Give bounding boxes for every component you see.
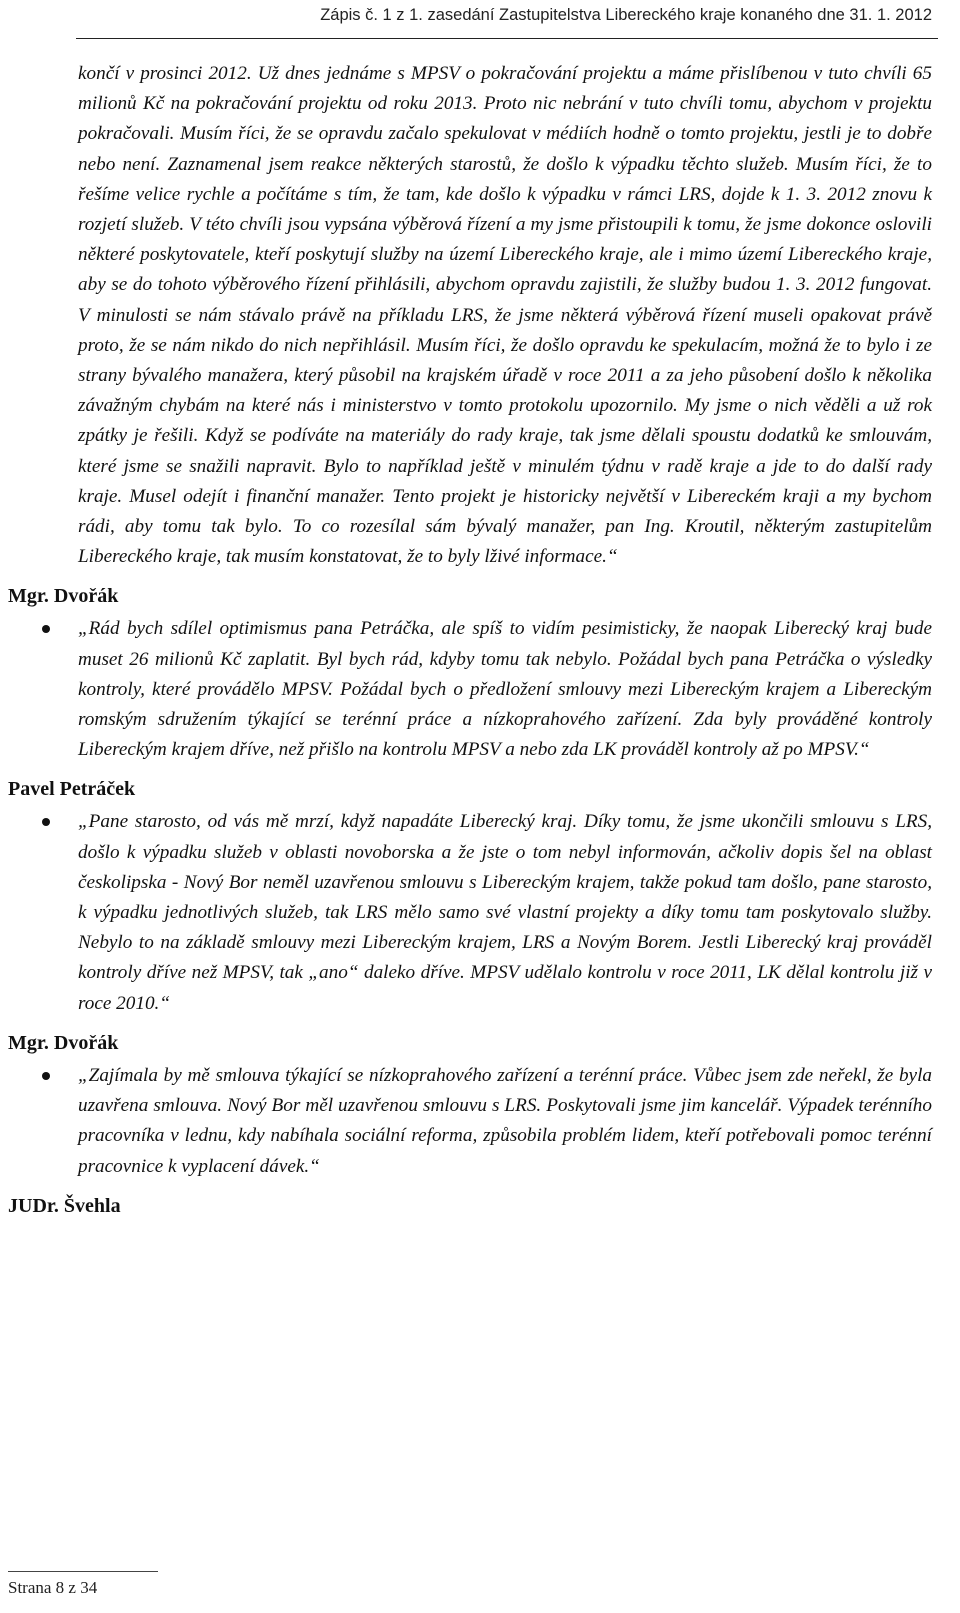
bullet-icon: [42, 1072, 50, 1080]
bullet-icon: [42, 625, 50, 633]
speech-bullet: [78, 1061, 932, 1182]
speaker-name: Pavel Petráček: [8, 778, 136, 801]
speech-text: „Rád bych sdílel optimismus pana Petráčka, ale spíš to vidím pesimisticky, že naopak Liberecký kraj bude muset 26 milionů Kč zaplatit. Byl bych rád, kdyby tomu tak nebylo. Požádal bych pana Petráčka o výsledky kontroly, které provádělo MPSV. Požádal bych o předložení smlouvy mezi Libereckým krajem a Libereckým romským sdružením týkající se terénní práce a nízkoprahového zařízení. Zda byly prováděné kontroly Libereckým krajem dříve, než přišlo na kontrolu MPSV a nebo zda LK prováděl kontroly až po MPSV.“: [78, 618, 932, 761]
speech-text: „Pane starosto, od vás mě mrzí, když napadáte Liberecký kraj. Díky tomu, že jsme ukončili smlouvu s LRS, došlo k výpadku služeb v oblasti novoborska a že jste o tom nebyl informován, ačkoliv dopis šel na oblast českolipska - Nový Bor neměl uzavřenou smlouvu s Libereckým krajem, takže pokud tam došlo, pane starosto, k výpadku jednotlivých služeb, tak LRS mělo samo své vlastní projekty a díky tomu tam poskytovalo služby. Nebylo to na základě smlouvy mezi Libereckým krajem, LRS a Novým Borem. Jestli Liberecký kraj prováděl kontroly dříve než MPSV, tak „ano“ daleko dříve. MPSV udělalo kontrolu v roce 2011, LK dělal kontrolu již v roce 2010.“: [78, 811, 932, 1014]
footer-divider: [8, 1571, 158, 1572]
page-number: Strana 8 z 34: [8, 1578, 98, 1597]
speaker-name: Mgr. Dvořák: [8, 585, 119, 608]
speaker-name: JUDr. Švehla: [8, 1194, 121, 1217]
speech-bullet: [78, 807, 932, 1018]
speech-section: [0, 1029, 960, 1182]
speech-section: [0, 582, 960, 765]
document-body: [0, 59, 960, 1224]
intro-paragraph: končí v prosinci 2012. Už dnes jednáme s MPSV o pokračování projektu a máme přislíbenou v tuto chvíli 65 milionů Kč na pokračování projektu od roku 2013. Proto nic nebrání v tuto chvíli tomu, abychom v projektu pokračovali. Musím říci, že se opravdu začalo spekulovat v médiích hodně o tomto projektu, jestli je to dobře nebo není. Zaznamenal jsem reakce některých starostů, že došlo k výpadku těchto služeb. Musím říci, že to řešíme velice rychle a počítáme s tím, že tam, kde došlo k výpadku v rámci LRS, dojde k 1. 3. 2012 znovu k rozjetí služeb. V této chvíli jsou vypsána výběrová řízení a my jsme přistoupili k tomu, že jsme dokonce oslovili některé poskytovatele, kteří poskytují služby na území Libereckého kraje, ale i mimo území Libereckého kraje, aby se do tohoto výběrového řízení přihlásili, abychom opravdu zajistili, že služby budou 1. 3. 2012 fungovat. V minulosti se nám stávalo právě na příkladu LRS, že jsme některá výběrová řízení museli opakovat právě proto, že se nám nikdo do nich nepřihlásil. Musím říci, že došlo opravdu ke spekulacím, možná že to bylo i ze strany bývalého manažera, který působil na krajském úřadě v roce 2011 a za jeho působení došlo k několika závažným chybám na které nás i ministerstvo v tomto protokolu upozornilo. My jsme o nich věděli a už rok zpátky je řešili. Když se podíváte na materiály do rady kraje, tak jsme dělali spoustu dodatků ke smlouvám, které jsme se snažili napravit. Bylo to například ještě v minulém týdnu v radě kraje a jde to do další rady kraje. Musel odejít i finanční manažer. Tento projekt je historicky největší v Libereckém kraji a my bychom rádi, aby tomu tak bylo. To co rozesílal sám bývalý manažer, pan Ing. Kroutil, některým zastupitelům Libereckého kraje, tak musím konstatovat, že to byly lživé informace.“: [78, 63, 932, 568]
speaker-name: Mgr. Dvořák: [8, 1031, 119, 1054]
speech-text: „Zajímala by mě smlouva týkající se nízkoprahového zařízení a terénní práce. Vůbec jsem zde neřekl, že byla uzavřena smlouva. Nový Bor měl uzavřenou smlouvu s LRS. Poskytovali jsme jim kancelář. Výpadek terénního pracovníka v lednu, kdy nabíhala sociální reforma, způsobila problém lidem, kteří potřebovali pomoc terénní pracovnice k vyplacení dávek.“: [78, 1064, 932, 1177]
bullet-icon: [42, 818, 50, 826]
speech-section: [0, 775, 960, 1018]
document-header: Zápis č. 1 z 1. zasedání Zastupitelstva Libereckého kraje konaného dne 31. 1. 2012: [320, 6, 932, 24]
speech-bullet: [78, 614, 932, 765]
header-divider: [76, 38, 938, 39]
